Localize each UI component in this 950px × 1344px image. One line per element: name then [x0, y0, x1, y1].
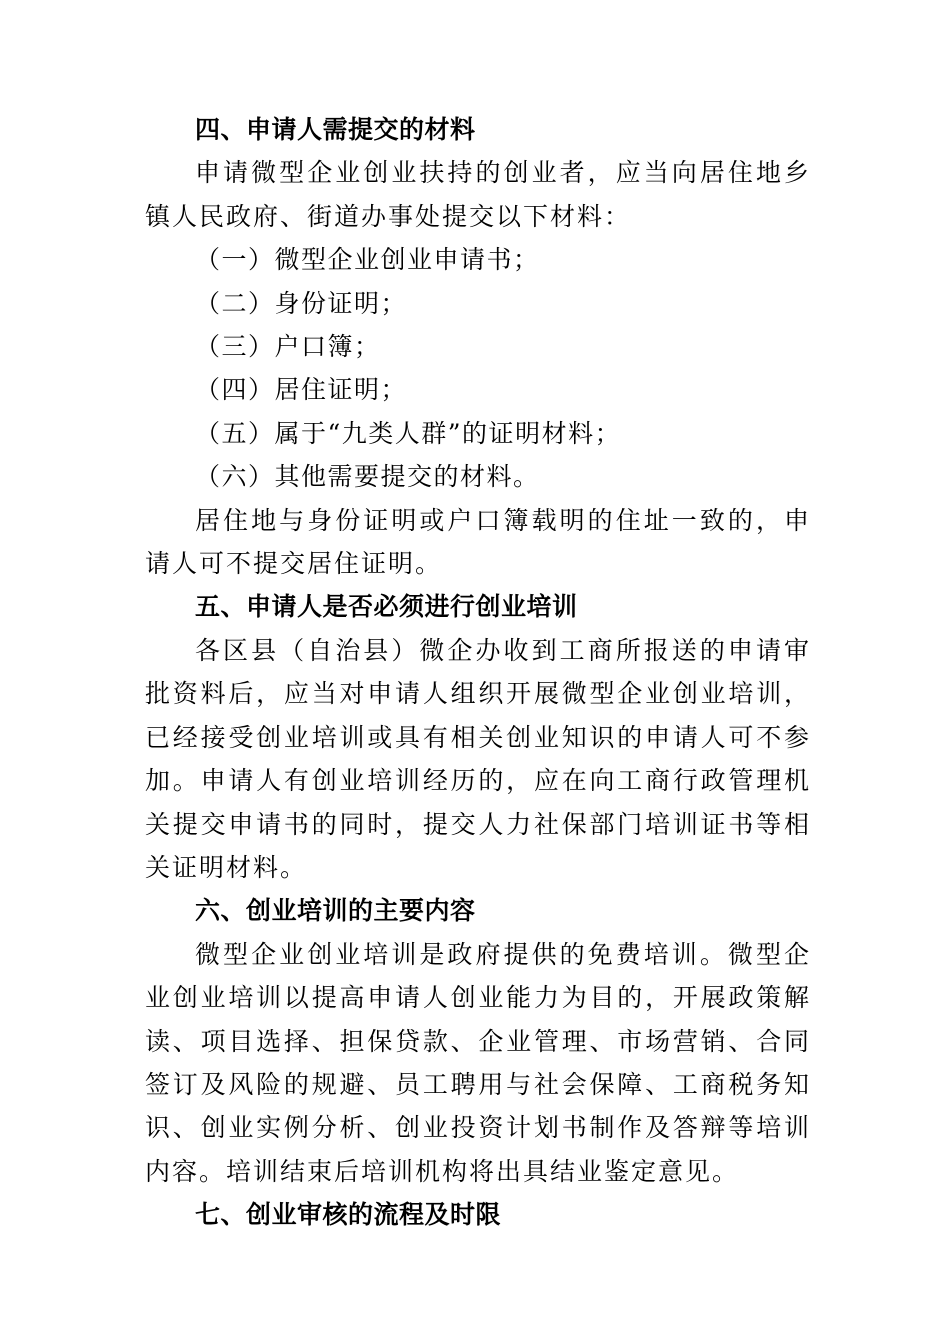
list-item-nine-groups-proof: （五）属于“九类人群”的证明材料； — [195, 418, 622, 448]
paragraph-residence-note: 居住地与身份证明或户口簿载明的住址一致的，申请人可不提交居住证明。 — [145, 505, 811, 579]
list-item-identity-proof: （二）身份证明； — [195, 288, 408, 318]
paragraph-training-requirement: 各区县（自治县）微企办收到工商所报送的申请审批资料后，应当对申请人组织开展微型企业创业培训，已经接受创业培训或具有相关创业知识的申请人可不参加。申请人有创业培训经历的，应在向工商行政管理机关提交申请书的同时，提交人力社保部门培训证书等相关证明材料。 — [145, 635, 811, 882]
list-item-application-form: （一）微型企业创业申请书； — [195, 245, 540, 275]
list-item-household-register: （三）户口簿； — [195, 332, 381, 362]
section-heading-6: 六、创业培训的主要内容 — [195, 896, 476, 926]
section-heading-5: 五、申请人是否必须进行创业培训 — [195, 592, 578, 622]
list-item-other-materials: （六）其他需要提交的材料。 — [195, 462, 540, 492]
document-body — [145, 108, 811, 1237]
paragraph-materials-intro: 申请微型企业创业扶持的创业者，应当向居住地乡镇人民政府、街道办事处提交以下材料： — [145, 158, 811, 231]
paragraph-training-content: 微型企业创业培训是政府提供的免费培训。微型企业创业培训以提高申请人创业能力为目的，开展政策解读、项目选择、担保贷款、企业管理、市场营销、合同签订及风险的规避、员工聘用与社会保障、工商税务知识、创业实例分析、创业投资计划书制作及答辩等培训内容。培训结束后培训机构将出具结业鉴定意见。 — [145, 939, 811, 1186]
section-heading-7: 七、创业审核的流程及时限 — [195, 1200, 502, 1230]
section-heading-4: 四、申请人需提交的材料 — [195, 115, 476, 144]
list-item-residence-proof: （四）居住证明； — [195, 375, 408, 405]
